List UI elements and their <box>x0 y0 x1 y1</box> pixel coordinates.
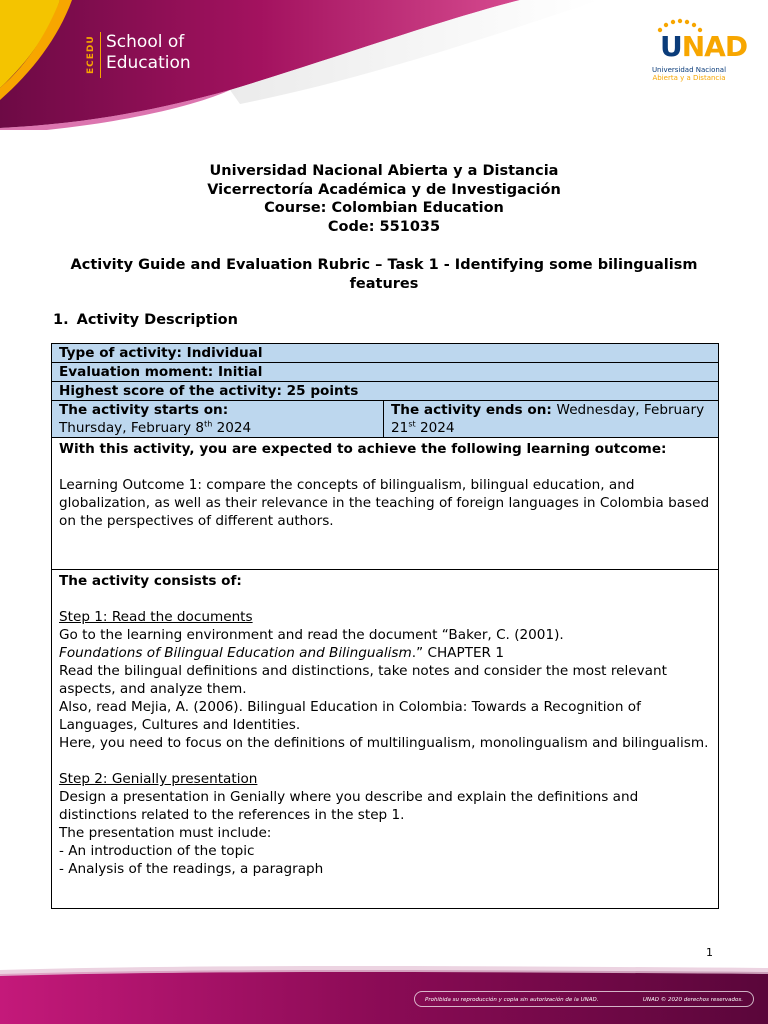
highest-score-cell: Highest score of the activity: 25 points <box>52 382 719 401</box>
learning-outcome-cell <box>52 438 719 570</box>
activity-title-block <box>40 256 728 293</box>
evaluation-moment-cell <box>52 363 719 382</box>
step1-p1-text: Go to the learning environment and read the document “Baker, C. (2001). <box>59 627 564 643</box>
ends-year: 2024 <box>415 420 455 436</box>
outcome-heading: With this activity, you are expected to achieve the following learning outcome: <box>59 441 667 457</box>
starts-year: 2024 <box>212 420 252 436</box>
step1-paragraph3: Also, read Mejia, A. (2006). Bilingual Education in Colombia: Towards a Recognition of Languages, Cultures and Identities. <box>59 699 641 733</box>
document-heading <box>40 162 728 236</box>
outcome-text: Learning Outcome 1: compare the concepts of bilingualism, bilingual education, and globalization, as well as their relevance in the teaching of foreign languages in Colombia based on the perspectives of different authors. <box>59 477 710 529</box>
ends-label: The activity ends on: <box>391 402 557 418</box>
step1-p1-chapter: .” CHAPTER 1 <box>411 645 504 661</box>
unad-letter-u: U <box>660 30 682 63</box>
starts-sup: th <box>204 419 213 429</box>
step2-title: Step 2: Genially presentation <box>59 771 258 787</box>
step1-title: Step 1: Read the documents <box>59 609 253 625</box>
table-row <box>52 401 719 438</box>
starts-date: Thursday, February 8 <box>59 420 205 436</box>
unad-subtitle <box>634 66 744 82</box>
starts-value <box>59 419 376 437</box>
moment-label: Evaluation moment: <box>59 364 218 380</box>
activity-title: Activity Guide and Evaluation Rubric – Task 1 - Identifying some bilingualism features <box>70 257 698 292</box>
table-row <box>52 438 719 570</box>
step2-paragraph1: Design a presentation in Genially where you describe and explain the definitions and distinctions related to the references in the step 1. <box>59 789 639 823</box>
unad-sub-line2: Abierta y a Distancia <box>652 74 726 82</box>
university-name: Universidad Nacional Abierta y a Distancia <box>209 163 559 179</box>
type-of-activity-cell <box>52 344 719 363</box>
table-row <box>52 344 719 363</box>
activity-consists-cell <box>52 570 719 909</box>
ends-sup: st <box>408 419 416 429</box>
section-number: 1. <box>53 312 69 328</box>
type-label: Type of activity: <box>59 345 187 361</box>
vice-rectory: Vicerrectoría Académica y de Investigación <box>207 181 561 198</box>
page-number: 1 <box>706 946 713 959</box>
school-line2: Education <box>106 53 191 73</box>
step1-paragraph1 <box>59 626 711 662</box>
school-of-education-logo <box>106 32 191 74</box>
activity-table <box>51 343 719 909</box>
step1-p1-book-title: Foundations of Bilingual Education and Bilingualism <box>59 645 412 661</box>
consists-heading: The activity consists of: <box>59 573 242 589</box>
moment-value: Initial <box>217 364 263 380</box>
step1-paragraph2: Read the bilingual definitions and distinctions, take notes and consider the most relevant aspects, and analyze them. <box>59 663 667 697</box>
type-value: Individual <box>186 345 263 361</box>
step2-bullet2: - Analysis of the readings, a paragraph <box>59 861 324 877</box>
unad-sub-line1: Universidad Nacional <box>651 66 727 74</box>
table-row <box>52 570 719 909</box>
unad-wordmark <box>660 30 747 63</box>
footer-notice-left: Prohibida su reproducción y copia sin autorización de la UNAD. <box>425 997 599 1003</box>
step1-paragraph4: Here, you need to focus on the definitions of multilingualism, monolingualism and bilingualism. <box>59 735 709 751</box>
starts-label: The activity starts on: <box>59 402 229 418</box>
ecedu-label: ECEDU <box>86 32 101 78</box>
step2-bullet1: - An introduction of the topic <box>59 843 255 859</box>
course-code: Code: 551035 <box>327 218 441 235</box>
section-title: Activity Description <box>76 312 238 328</box>
step2-paragraph2: The presentation must include: <box>59 825 272 841</box>
footer-notice-right: UNAD © 2020 derechos reservados. <box>642 997 743 1003</box>
section-heading <box>53 312 238 328</box>
end-date-cell <box>384 401 719 438</box>
start-date-cell <box>52 401 384 438</box>
unad-letters-nad: NAD <box>681 30 748 63</box>
ends-date: Wednesday, February 21 <box>391 402 705 436</box>
table-row <box>52 382 719 401</box>
footer-copyright-notice <box>414 991 754 1007</box>
school-line1: School of <box>106 32 185 52</box>
table-row <box>52 363 719 382</box>
course-name: Course: Colombian Education <box>264 200 504 216</box>
